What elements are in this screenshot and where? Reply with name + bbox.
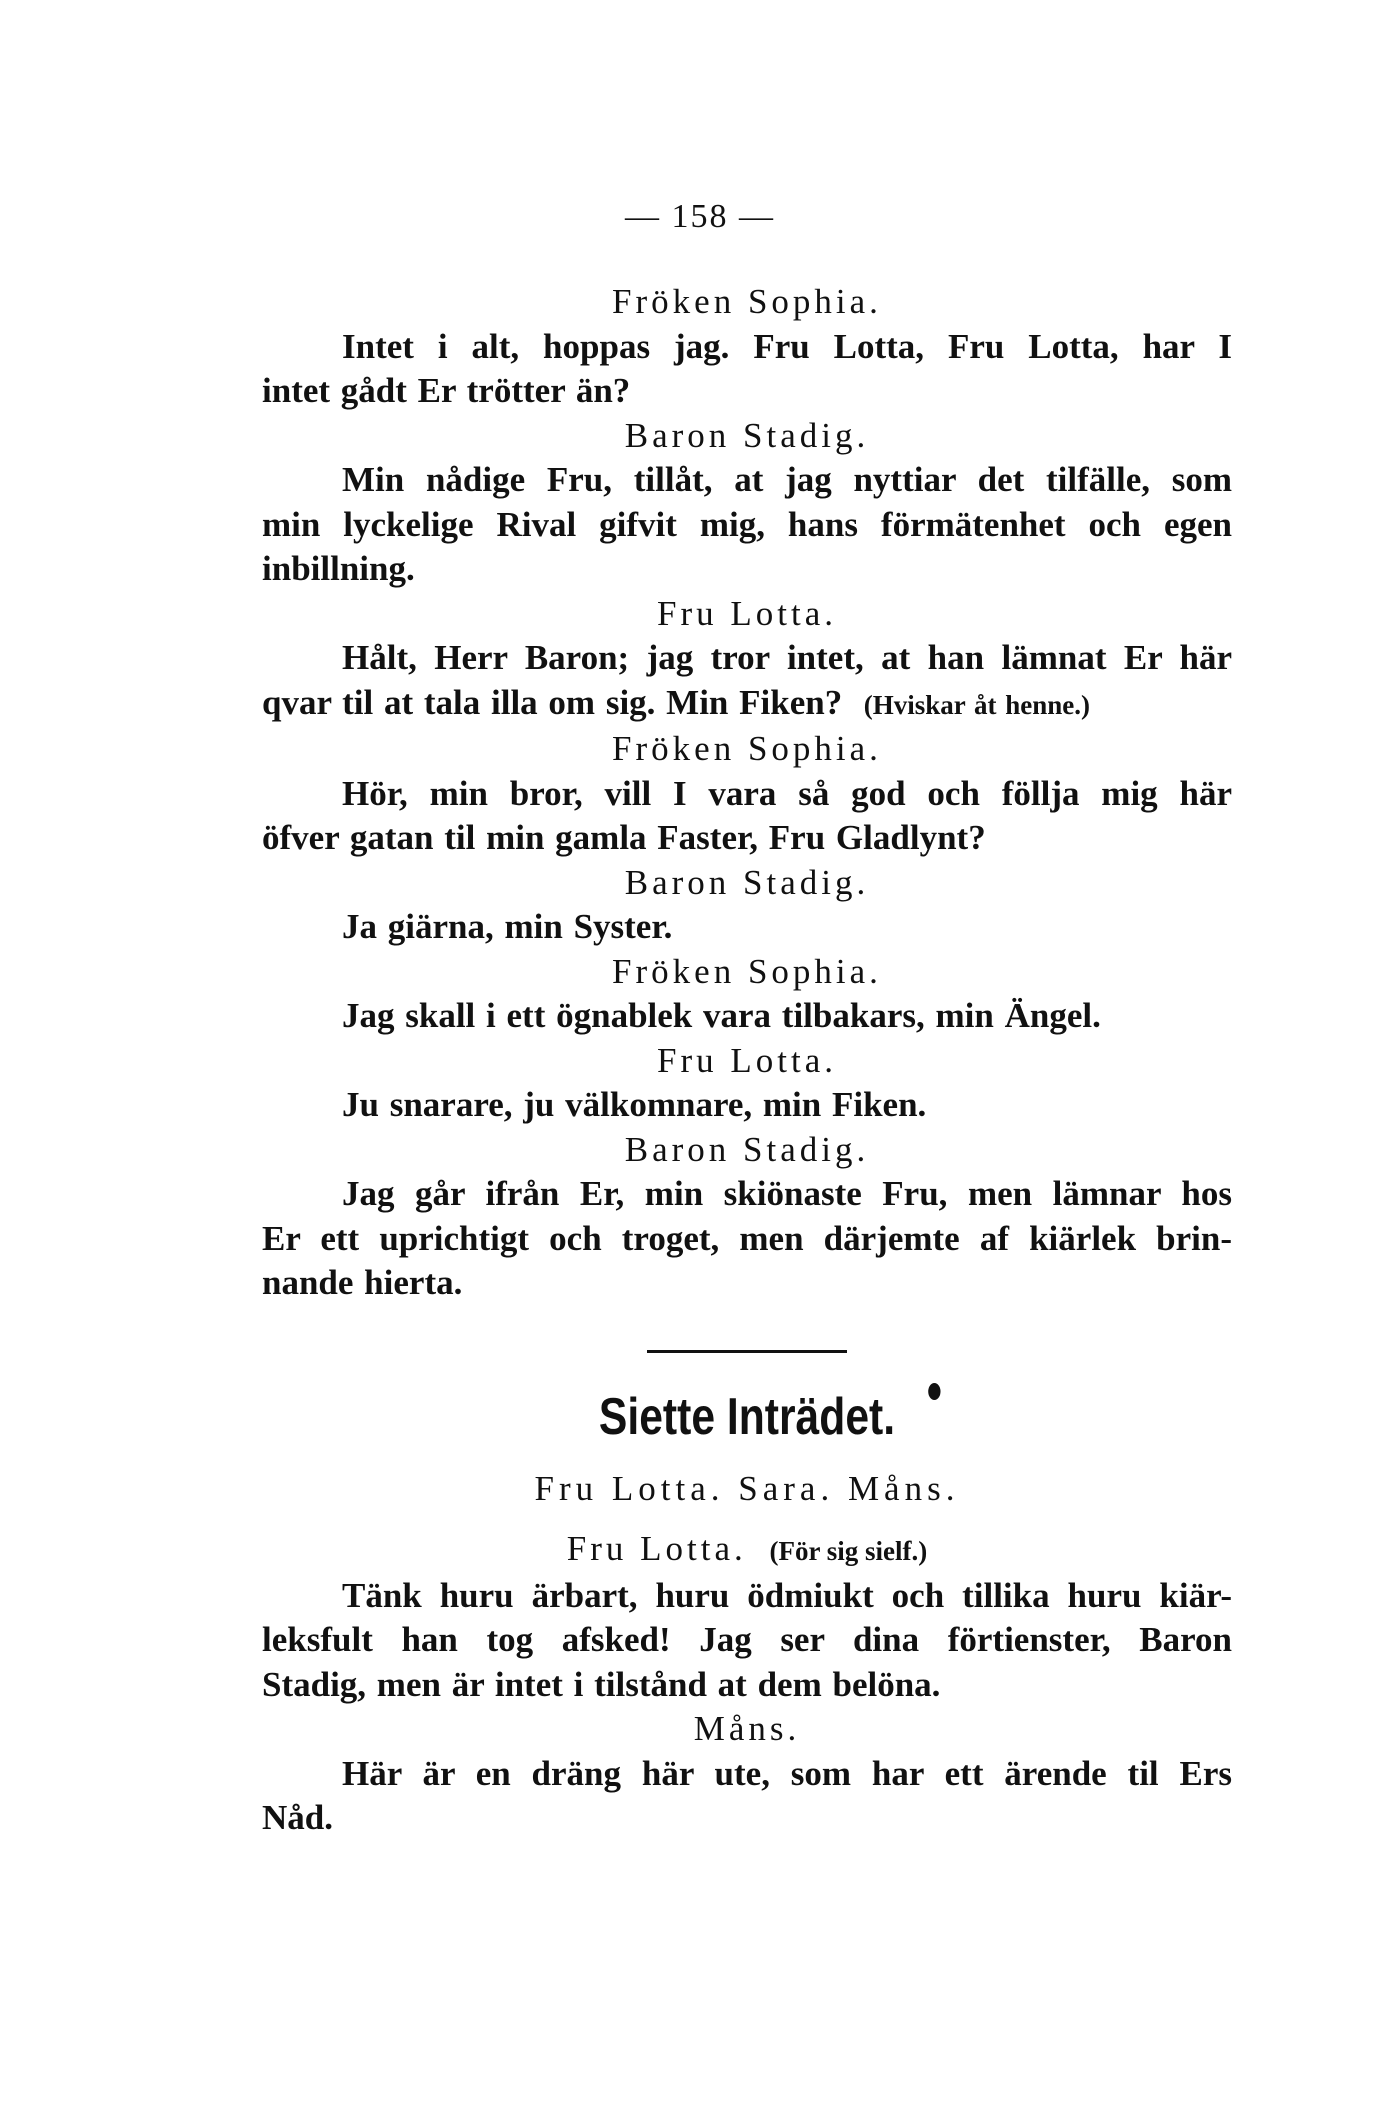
section-divider (647, 1350, 847, 1353)
dialogue-line: nande hierta. (262, 1263, 463, 1302)
dialogue-line: öfver gatan til min gamla Faster, Fru Gladlynt? (262, 818, 986, 857)
speaker-name: Baron Stadig. (624, 1129, 870, 1169)
speaker-name: Måns. (693, 1709, 801, 1748)
dialogue-line: Hör, min bror, vill I vara så god och föllja mig här (342, 773, 1232, 813)
dialogue-line (262, 681, 1232, 728)
dialogue-line: Ju snarare, ju välkomnare, min Fiken. (342, 1085, 927, 1124)
speaker-name: Fröken Sophia. (612, 951, 882, 991)
stage-direction: (För sig sielf.) (769, 1536, 928, 1566)
dialogue-line: Jag går ifrån Er, min skiönaste Fru, men lämnar hos (342, 1174, 1232, 1213)
dialogue-line: min lyckelige Rival gifvit mig, hans förmätenhet och egen (262, 504, 1232, 544)
page-number: — 158 — (625, 198, 775, 235)
ink-dot-icon (928, 1383, 940, 1400)
dialogue-line: Tänk huru ärbart, huru ödmiukt och tillika huru kiär- (342, 1575, 1232, 1615)
speaker-name: Fröken Sophia. (612, 282, 882, 321)
dialogue-line: Stadig, men är intet i tilstånd at dem belöna. (262, 1664, 941, 1704)
dialogue-line: Min nådige Fru, tillåt, at jag nyttiar det tilfälle, som (342, 460, 1232, 499)
scene-roles: Fru Lotta. Sara. Måns. (534, 1468, 960, 1508)
dialogue-line: inbillning. (262, 549, 415, 588)
speaker-name: Fru Lotta. (657, 593, 837, 633)
speaker-name: Baron Stadig. (624, 415, 870, 455)
dialogue-line: Hålt, Herr Baron; jag tror intet, at han lämnat Er här (342, 638, 1232, 677)
scene-title-text: Siette Inträdet. (598, 1387, 896, 1446)
speaker-name-with-direction (262, 1527, 1232, 1574)
dialogue-line: Intet i alt, hoppas jag. Fru Lotta, Fru Lotta, har I (342, 326, 1232, 366)
speaker-name: Fröken Sophia. (612, 729, 882, 768)
scene-title (349, 1381, 1144, 1453)
dialogue-line: Här är en dräng här ute, som har ett ärende til Ers (342, 1753, 1232, 1793)
dialogue-line: Ja giärna, min Syster. (342, 907, 673, 946)
dialogue-line: Er ett uprichtigt och troget, men därjemte af kiärlek brin- (262, 1218, 1232, 1258)
speaker-name: Baron Stadig. (624, 862, 870, 902)
dialogue-line: intet gådt Er trötter än? (262, 371, 631, 410)
dialogue-line: Nåd. (262, 1798, 333, 1837)
stage-direction: (Hviskar åt henne.) (863, 689, 1090, 720)
dialogue-line-text: qvar til at tala illa om sig. Min Fiken? (262, 682, 843, 722)
dialogue-line: leksfult han tog afsked! Jag ser dina förtienster, Baron (262, 1620, 1232, 1659)
speaker-name: Fru Lotta. (657, 1040, 837, 1080)
dialogue-line: Jag skall i ett ögnablek vara tilbakars, min Ängel. (342, 996, 1101, 1035)
speaker-name: Fru Lotta. (566, 1529, 747, 1568)
dialogue-text (262, 280, 1232, 1841)
